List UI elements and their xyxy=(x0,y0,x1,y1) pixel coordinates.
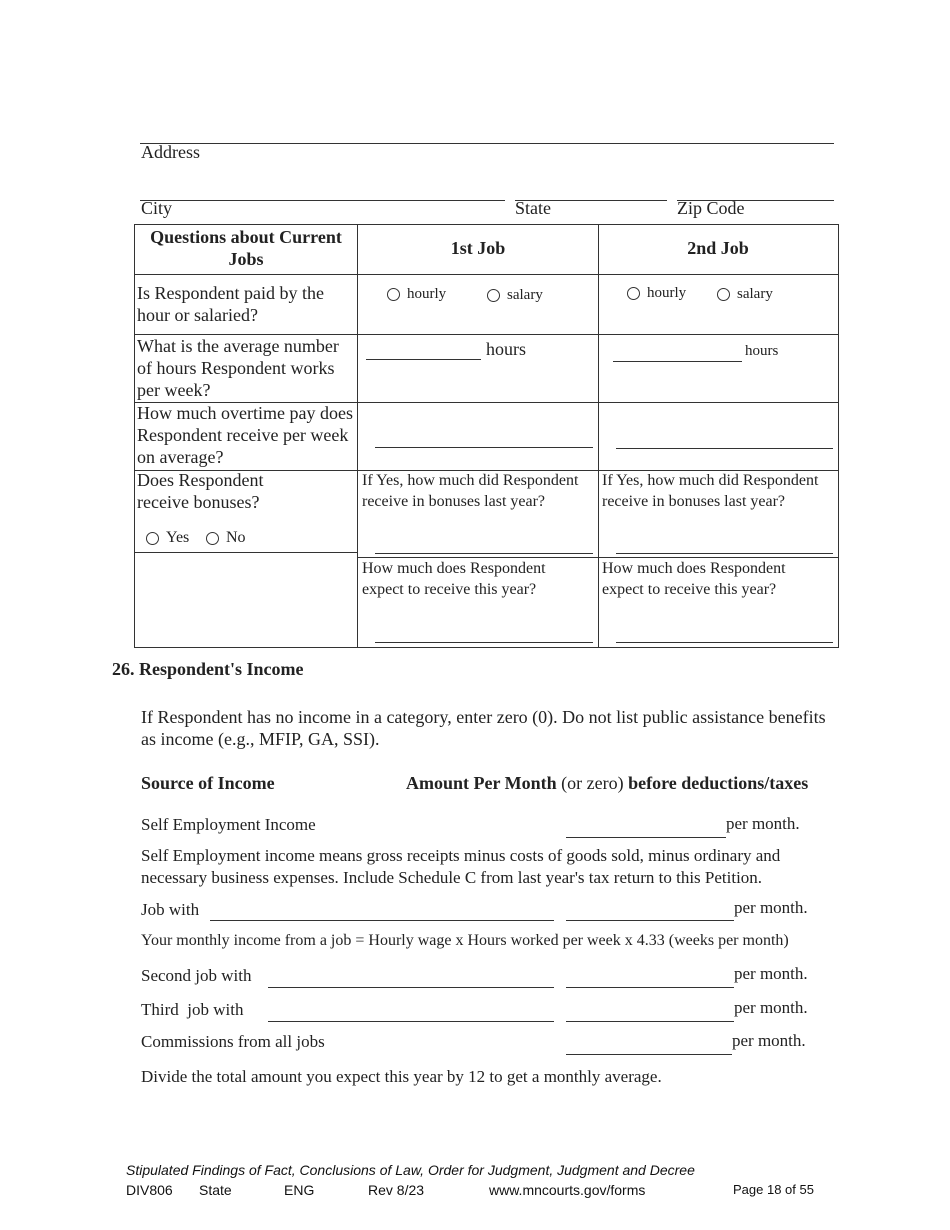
job2-bonus-last-year-field[interactable] xyxy=(616,553,833,554)
city-label: City xyxy=(141,198,173,218)
overtime-question: How much overtime pay does Respondent receive per week on average? xyxy=(137,403,353,467)
job1-salary-radio[interactable] xyxy=(487,287,543,304)
job2-hours-field[interactable] xyxy=(613,361,742,362)
job1-bonus-this-year-label: How much does Respondent expect to receive this year? xyxy=(362,560,546,598)
source-of-income-header: Source of Income xyxy=(141,773,275,793)
job1-bonus-last-year-label: If Yes, how much did Respondent receive in bonuses last year? xyxy=(362,472,579,510)
radio-icon[interactable] xyxy=(717,288,730,301)
footer-page-number: Page 18 of 55 xyxy=(733,1182,814,1197)
bonus-question: Does Respondent receive bonuses? xyxy=(137,470,264,512)
second-job-label: Second job with xyxy=(141,966,252,985)
table-border xyxy=(838,224,839,648)
hourly-label: hourly xyxy=(647,285,687,301)
second-job-employer-field[interactable] xyxy=(268,987,554,988)
per-month-label: per month. xyxy=(726,814,800,833)
footer-jurisdiction: State xyxy=(199,1182,232,1198)
job1-hours-field[interactable] xyxy=(366,359,481,360)
commissions-label: Commissions from all jobs xyxy=(141,1032,325,1051)
job1-bonus-this-year-field[interactable] xyxy=(375,642,593,643)
radio-icon[interactable] xyxy=(387,288,400,301)
divide-note: Divide the total amount you expect this year by 12 to get a monthly average. xyxy=(141,1067,662,1086)
job2-hours-unit: hours xyxy=(745,343,779,359)
footer-website[interactable]: www.mncourts.gov/forms xyxy=(489,1182,646,1198)
job1-overtime-field[interactable] xyxy=(375,447,593,448)
table-border xyxy=(134,224,839,225)
table-header-job2: 2nd Job xyxy=(687,238,749,258)
state-label: State xyxy=(515,198,551,218)
per-month-label: per month. xyxy=(734,898,808,917)
job2-salary-radio[interactable] xyxy=(717,286,773,303)
table-border xyxy=(134,552,358,553)
job-with-employer-field[interactable] xyxy=(210,920,554,921)
paid-question: Is Respondent paid by the hour or salaried? xyxy=(137,283,324,325)
per-month-label: per month. xyxy=(732,1031,806,1050)
zip-label: Zip Code xyxy=(677,198,745,218)
section-26-intro: If Respondent has no income in a category, enter zero (0). Do not list public assistance benefits as income (e.g., MFIP, GA, SSI). xyxy=(141,707,826,749)
bonus-yes-radio[interactable] xyxy=(146,529,189,547)
amount-header-normal: (or zero) xyxy=(556,773,629,793)
table-border xyxy=(598,224,599,648)
footer-form-title: Stipulated Findings of Fact, Conclusions of Law, Order for Judgment, Judgment and Decree xyxy=(126,1162,695,1178)
amount-header-bold1: Amount Per Month xyxy=(406,773,557,793)
amount-per-month-header xyxy=(406,772,808,794)
address-label: Address xyxy=(141,142,200,162)
amount-header-bold2: before deductions/taxes xyxy=(628,773,809,793)
table-border xyxy=(134,224,135,648)
hours-question: What is the average number of hours Respondent works per week? xyxy=(137,336,339,400)
no-label: No xyxy=(226,529,246,546)
per-month-label: per month. xyxy=(734,998,808,1017)
commissions-amount-field[interactable] xyxy=(566,1054,732,1055)
job2-hourly-radio[interactable] xyxy=(627,285,686,302)
radio-icon[interactable] xyxy=(146,532,159,545)
yes-label: Yes xyxy=(166,529,190,546)
footer-revision: Rev 8/23 xyxy=(368,1182,425,1198)
job1-hours-unit: hours xyxy=(486,339,526,359)
job2-bonus-this-year-field[interactable] xyxy=(616,642,833,643)
third-job-employer-field[interactable] xyxy=(268,1021,554,1022)
self-employment-amount-field[interactable] xyxy=(566,837,726,838)
job2-bonus-last-year-label: If Yes, how much did Respondent receive in bonuses last year? xyxy=(602,472,819,510)
footer-form-code: DIV806 xyxy=(126,1182,173,1198)
salary-label: salary xyxy=(737,286,773,302)
section-26-title: 26. Respondent's Income xyxy=(112,659,304,679)
radio-icon[interactable] xyxy=(627,287,640,300)
per-month-label: per month. xyxy=(734,964,808,983)
job1-hourly-radio[interactable] xyxy=(387,286,446,303)
job1-bonus-last-year-field[interactable] xyxy=(375,553,593,554)
radio-icon[interactable] xyxy=(206,532,219,545)
city-field-line[interactable] xyxy=(140,200,505,201)
table-border xyxy=(134,274,839,275)
self-employment-label: Self Employment Income xyxy=(141,815,316,834)
table-header-questions: Questions about Current Jobs xyxy=(150,227,342,269)
address-field-line[interactable] xyxy=(140,143,834,144)
table-border xyxy=(357,224,358,648)
hourly-label: hourly xyxy=(407,286,447,302)
table-border xyxy=(134,647,839,648)
job2-overtime-field[interactable] xyxy=(616,448,833,449)
job-with-amount-field[interactable] xyxy=(566,920,734,921)
monthly-income-note: Your monthly income from a job = Hourly wage x Hours worked per week x 4.33 (weeks per month) xyxy=(141,932,789,949)
salary-label: salary xyxy=(507,287,543,303)
self-employment-note: Self Employment income means gross receipts minus costs of goods sold, minus ordinary and necessary business expenses. Include Schedule C from last year's tax return to this Petition. xyxy=(141,846,781,887)
job-with-label: Job with xyxy=(141,900,200,919)
third-job-label: Third job with xyxy=(141,1000,244,1019)
footer-language: ENG xyxy=(284,1182,315,1198)
job2-bonus-this-year-label: How much does Respondent expect to receive this year? xyxy=(602,560,786,598)
radio-icon[interactable] xyxy=(487,289,500,302)
bonus-no-radio[interactable] xyxy=(206,529,246,547)
third-job-amount-field[interactable] xyxy=(566,1021,734,1022)
second-job-amount-field[interactable] xyxy=(566,987,734,988)
table-header-job1: 1st Job xyxy=(450,238,506,258)
